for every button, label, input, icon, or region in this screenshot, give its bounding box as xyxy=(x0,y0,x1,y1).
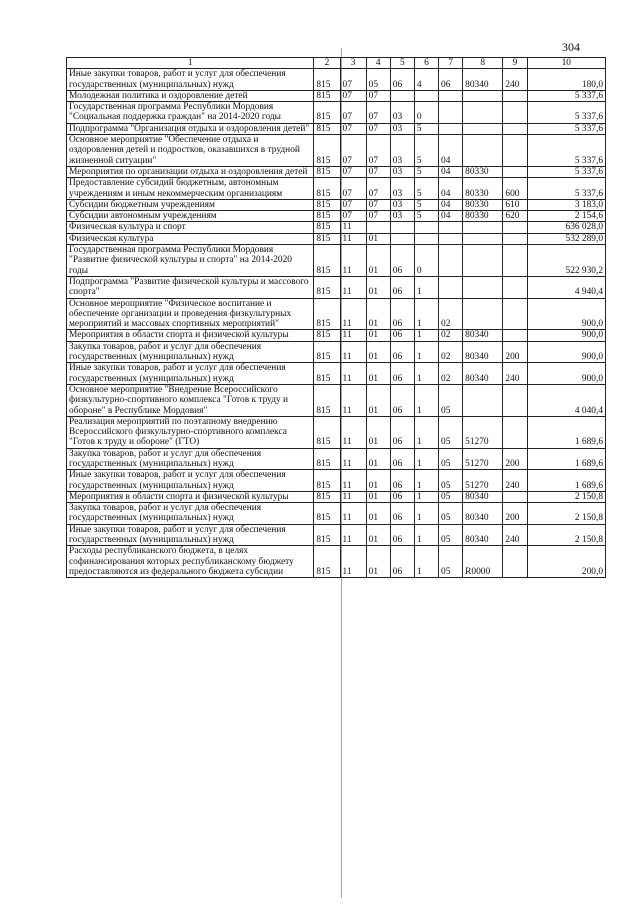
subsection-code: 07 xyxy=(366,211,390,222)
direction-code: 80330 xyxy=(463,211,503,222)
expense-type-code: 200 xyxy=(503,341,527,363)
amount: 5 337,6 xyxy=(527,178,606,200)
row-name: Реализация мероприятий по поэтапному внедрению Всероссийского физкультурно-спортивного комплекса "Готов к труду и обороне" (ГТО) xyxy=(67,416,314,448)
subsection-code: 01 xyxy=(366,416,390,448)
subprogram-code: 5 xyxy=(414,199,438,210)
gov-code: 815 xyxy=(314,178,340,200)
section-code: 11 xyxy=(340,384,366,416)
section-code: 11 xyxy=(340,276,366,298)
expense-type-code xyxy=(503,166,527,177)
activity-code xyxy=(439,102,463,124)
budget-table xyxy=(66,57,606,578)
row-name: Основное мероприятие "Физическое воспитание и обеспечение организации и проведения физкультурных мероприятий и массовых спортивных мероприятий" xyxy=(67,298,314,330)
page-number: 304 xyxy=(562,40,580,54)
row-name: Молодежная политика и оздоровление детей xyxy=(67,90,314,101)
subprogram-code: 1 xyxy=(414,298,438,330)
amount: 522 930,2 xyxy=(527,245,606,277)
section-code: 07 xyxy=(340,69,366,91)
activity-code xyxy=(439,90,463,101)
table-row xyxy=(67,245,606,277)
program-code: 06 xyxy=(390,503,414,525)
activity-code: 05 xyxy=(439,524,463,546)
direction-code xyxy=(463,298,503,330)
section-code: 07 xyxy=(340,135,366,167)
program-code: 06 xyxy=(390,491,414,502)
expense-type-code: 200 xyxy=(503,503,527,525)
activity-code: 04 xyxy=(439,135,463,167)
subprogram-code xyxy=(414,222,438,233)
subprogram-code: 1 xyxy=(414,416,438,448)
table-row xyxy=(67,90,606,101)
amount: 1 689,6 xyxy=(527,448,606,470)
table-row xyxy=(67,166,606,177)
direction-code: 51270 xyxy=(463,448,503,470)
section-code: 11 xyxy=(340,341,366,363)
expense-type-code: 610 xyxy=(503,199,527,210)
subsection-code: 07 xyxy=(366,166,390,177)
expense-type-code xyxy=(503,276,527,298)
subprogram-code: 1 xyxy=(414,546,438,578)
table-row xyxy=(67,384,606,416)
program-code: 06 xyxy=(390,245,414,277)
section-code: 11 xyxy=(340,233,366,244)
program-code: 06 xyxy=(390,384,414,416)
activity-code xyxy=(439,276,463,298)
subprogram-code: 1 xyxy=(414,276,438,298)
direction-code: 80340 xyxy=(463,330,503,341)
gov-code: 815 xyxy=(314,341,340,363)
subsection-code: 01 xyxy=(366,503,390,525)
amount: 5 337,6 xyxy=(527,166,606,177)
subsection-code: 01 xyxy=(366,363,390,385)
subprogram-code: 1 xyxy=(414,448,438,470)
subsection-code: 01 xyxy=(366,491,390,502)
amount: 200,0 xyxy=(527,546,606,578)
gov-code: 815 xyxy=(314,102,340,124)
subprogram-code xyxy=(414,90,438,101)
activity-code: 04 xyxy=(439,178,463,200)
section-code: 11 xyxy=(340,503,366,525)
activity-code: 05 xyxy=(439,470,463,492)
subprogram-code xyxy=(414,233,438,244)
direction-code xyxy=(463,233,503,244)
expense-type-code xyxy=(503,102,527,124)
program-code: 06 xyxy=(390,69,414,91)
row-name: Мероприятия в области спорта и физической культуры xyxy=(67,491,314,502)
direction-code: 80340 xyxy=(463,69,503,91)
amount: 4 040,4 xyxy=(527,384,606,416)
direction-code: 80340 xyxy=(463,491,503,502)
gov-code: 815 xyxy=(314,199,340,210)
program-code: 03 xyxy=(390,166,414,177)
gov-code: 815 xyxy=(314,448,340,470)
row-name: Закупка товаров, работ и услуг для обеспечения государственных (муниципальных) нужд xyxy=(67,503,314,525)
gov-code: 815 xyxy=(314,546,340,578)
activity-code: 06 xyxy=(439,69,463,91)
amount: 2 150,8 xyxy=(527,524,606,546)
direction-code: 51270 xyxy=(463,470,503,492)
table-row xyxy=(67,222,606,233)
program-code: 06 xyxy=(390,524,414,546)
subprogram-code: 1 xyxy=(414,524,438,546)
section-code: 11 xyxy=(340,524,366,546)
subsection-code: 07 xyxy=(366,199,390,210)
expense-type-code xyxy=(503,546,527,578)
direction-code: R0000 xyxy=(463,546,503,578)
subsection-code: 01 xyxy=(366,546,390,578)
table-row xyxy=(67,123,606,134)
section-code: 07 xyxy=(340,166,366,177)
amount: 1 689,6 xyxy=(527,470,606,492)
direction-code xyxy=(463,102,503,124)
table-row xyxy=(67,69,606,91)
direction-code xyxy=(463,245,503,277)
expense-type-code xyxy=(503,222,527,233)
program-code: 06 xyxy=(390,298,414,330)
amount: 2 154,6 xyxy=(527,211,606,222)
direction-code: 80330 xyxy=(463,166,503,177)
section-code: 11 xyxy=(340,298,366,330)
row-name: Расходы республиканского бюджета, в целях софинансирования которых республиканскому бюджету предоставляются из федерального бюджета субсидии xyxy=(67,546,314,578)
row-name: Закупка товаров, работ и услуг для обеспечения государственных (муниципальных) нужд xyxy=(67,341,314,363)
amount: 900,0 xyxy=(527,298,606,330)
amount: 5 337,6 xyxy=(527,102,606,124)
gov-code: 815 xyxy=(314,135,340,167)
section-code: 11 xyxy=(340,491,366,502)
amount: 2 150,8 xyxy=(527,491,606,502)
activity-code: 02 xyxy=(439,363,463,385)
direction-code xyxy=(463,222,503,233)
section-code: 07 xyxy=(340,199,366,210)
section-code: 11 xyxy=(340,416,366,448)
gov-code: 815 xyxy=(314,166,340,177)
table-row xyxy=(67,233,606,244)
expense-type-code: 240 xyxy=(503,363,527,385)
program-code: 06 xyxy=(390,546,414,578)
subprogram-code: 1 xyxy=(414,363,438,385)
gov-code: 815 xyxy=(314,363,340,385)
subsection-code: 07 xyxy=(366,178,390,200)
activity-code xyxy=(439,245,463,277)
direction-code: 80330 xyxy=(463,178,503,200)
activity-code xyxy=(439,222,463,233)
subprogram-code: 0 xyxy=(414,102,438,124)
program-code: 03 xyxy=(390,178,414,200)
activity-code: 05 xyxy=(439,491,463,502)
table-row xyxy=(67,211,606,222)
subprogram-code: 5 xyxy=(414,211,438,222)
col-header: 4 xyxy=(366,58,390,69)
direction-code xyxy=(463,123,503,134)
program-code xyxy=(390,233,414,244)
subprogram-code: 1 xyxy=(414,470,438,492)
subsection-code: 05 xyxy=(366,69,390,91)
gov-code: 815 xyxy=(314,470,340,492)
row-name: Основное мероприятие "Внедрение Всероссийского физкультурно-спортивного комплекса "Готов к труду и обороне" в Республике Мордовия" xyxy=(67,384,314,416)
subprogram-code: 5 xyxy=(414,166,438,177)
row-name: Предоставление субсидий бюджетным, автономным учреждениям и иным некоммерческим организациям xyxy=(67,178,314,200)
col-header: 3 xyxy=(340,58,366,69)
direction-code xyxy=(463,90,503,101)
gov-code: 815 xyxy=(314,330,340,341)
section-code: 07 xyxy=(340,178,366,200)
row-name: Субсидии автономным учреждениям xyxy=(67,211,314,222)
row-name: Государственная программа Республики Мордовия "Социальная поддержка граждан" на 2014-2020 годы xyxy=(67,102,314,124)
table-row xyxy=(67,341,606,363)
row-name: Подпрограмма "Организация отдыха и оздоровления детей" xyxy=(67,123,314,134)
program-code xyxy=(390,90,414,101)
amount: 180,0 xyxy=(527,69,606,91)
gov-code: 815 xyxy=(314,69,340,91)
row-name: Государственная программа Республики Мордовия "Развитие физической культуры и спорта" на 2014-2020 годы xyxy=(67,245,314,277)
subprogram-code: 1 xyxy=(414,384,438,416)
activity-code: 04 xyxy=(439,199,463,210)
program-code: 06 xyxy=(390,416,414,448)
header-row xyxy=(67,58,606,69)
subsection-code: 01 xyxy=(366,330,390,341)
gov-code: 815 xyxy=(314,222,340,233)
direction-code: 80330 xyxy=(463,199,503,210)
section-code: 11 xyxy=(340,448,366,470)
expense-type-code: 240 xyxy=(503,470,527,492)
col-header: 6 xyxy=(414,58,438,69)
gov-code: 815 xyxy=(314,503,340,525)
subsection-code: 07 xyxy=(366,123,390,134)
gov-code: 815 xyxy=(314,211,340,222)
col-header: 5 xyxy=(390,58,414,69)
section-code: 11 xyxy=(340,222,366,233)
program-code: 06 xyxy=(390,470,414,492)
subprogram-code: 4 xyxy=(414,69,438,91)
gov-code: 815 xyxy=(314,123,340,134)
program-code: 03 xyxy=(390,102,414,124)
col-header: 10 xyxy=(527,58,606,69)
gov-code: 815 xyxy=(314,276,340,298)
activity-code xyxy=(439,123,463,134)
row-name: Субсидии бюджетным учреждениям xyxy=(67,199,314,210)
direction-code: 51270 xyxy=(463,416,503,448)
amount: 5 337,6 xyxy=(527,90,606,101)
expense-type-code xyxy=(503,298,527,330)
col-header: 1 xyxy=(67,58,314,69)
subsection-code: 01 xyxy=(366,448,390,470)
row-name: Иные закупки товаров, работ и услуг для обеспечения государственных (муниципальных) нужд xyxy=(67,69,314,91)
gov-code: 815 xyxy=(314,524,340,546)
table-body xyxy=(67,69,606,578)
subsection-code: 01 xyxy=(366,298,390,330)
row-name: Основное мероприятие "Обеспечение отдыха и оздоровления детей и подростков, оказавшихся в трудной жизненной ситуации" xyxy=(67,135,314,167)
table-row xyxy=(67,470,606,492)
subsection-code: 01 xyxy=(366,524,390,546)
direction-code: 80340 xyxy=(463,503,503,525)
activity-code xyxy=(439,233,463,244)
direction-code xyxy=(463,384,503,416)
amount: 900,0 xyxy=(527,363,606,385)
program-code: 06 xyxy=(390,341,414,363)
expense-type-code: 240 xyxy=(503,524,527,546)
program-code: 03 xyxy=(390,199,414,210)
program-code: 06 xyxy=(390,363,414,385)
gov-code: 815 xyxy=(314,491,340,502)
section-code: 07 xyxy=(340,90,366,101)
table-row xyxy=(67,178,606,200)
subsection-code: 01 xyxy=(366,341,390,363)
row-name: Физическая культура xyxy=(67,233,314,244)
row-name: Иные закупки товаров, работ и услуг для обеспечения государственных (муниципальных) нужд xyxy=(67,470,314,492)
table-row xyxy=(67,135,606,167)
amount: 636 028,0 xyxy=(527,222,606,233)
subsection-code: 01 xyxy=(366,384,390,416)
expense-type-code xyxy=(503,384,527,416)
table-row xyxy=(67,503,606,525)
amount: 1 689,6 xyxy=(527,416,606,448)
expense-type-code: 620 xyxy=(503,211,527,222)
subprogram-code: 1 xyxy=(414,330,438,341)
row-name: Физическая культура и спорт xyxy=(67,222,314,233)
col-header: 2 xyxy=(314,58,340,69)
table-row xyxy=(67,524,606,546)
subprogram-code: 0 xyxy=(414,245,438,277)
row-name: Иные закупки товаров, работ и услуг для обеспечения государственных (муниципальных) нужд xyxy=(67,363,314,385)
table-row xyxy=(67,491,606,502)
table-row xyxy=(67,363,606,385)
expense-type-code xyxy=(503,233,527,244)
subsection-code: 07 xyxy=(366,135,390,167)
row-name: Иные закупки товаров, работ и услуг для обеспечения государственных (муниципальных) нужд xyxy=(67,524,314,546)
section-code: 11 xyxy=(340,363,366,385)
gov-code: 815 xyxy=(314,233,340,244)
program-code: 03 xyxy=(390,135,414,167)
subsection-code: 07 xyxy=(366,90,390,101)
expense-type-code xyxy=(503,90,527,101)
subprogram-code: 5 xyxy=(414,135,438,167)
section-code: 07 xyxy=(340,211,366,222)
table-row xyxy=(67,330,606,341)
gov-code: 815 xyxy=(314,90,340,101)
activity-code: 02 xyxy=(439,341,463,363)
program-code: 06 xyxy=(390,448,414,470)
activity-code: 05 xyxy=(439,546,463,578)
activity-code: 02 xyxy=(439,298,463,330)
direction-code xyxy=(463,276,503,298)
subprogram-code: 1 xyxy=(414,503,438,525)
subprogram-code: 1 xyxy=(414,341,438,363)
amount: 2 150,8 xyxy=(527,503,606,525)
subsection-code xyxy=(366,222,390,233)
col-header: 8 xyxy=(463,58,503,69)
subsection-code: 01 xyxy=(366,470,390,492)
activity-code: 04 xyxy=(439,211,463,222)
subsection-code: 07 xyxy=(366,102,390,124)
gov-code: 815 xyxy=(314,298,340,330)
expense-type-code: 200 xyxy=(503,448,527,470)
col-header: 7 xyxy=(439,58,463,69)
activity-code: 05 xyxy=(439,384,463,416)
subsection-code: 01 xyxy=(366,245,390,277)
section-code: 11 xyxy=(340,470,366,492)
row-name: Закупка товаров, работ и услуг для обеспечения государственных (муниципальных) нужд xyxy=(67,448,314,470)
program-code xyxy=(390,222,414,233)
col-header: 9 xyxy=(503,58,527,69)
table-row xyxy=(67,448,606,470)
expense-type-code xyxy=(503,330,527,341)
amount: 532 289,0 xyxy=(527,233,606,244)
section-code: 11 xyxy=(340,245,366,277)
amount: 900,0 xyxy=(527,330,606,341)
direction-code xyxy=(463,135,503,167)
table-row xyxy=(67,102,606,124)
amount: 5 337,6 xyxy=(527,135,606,167)
row-name: Подпрограмма "Развитие физической культуры и массового спорта" xyxy=(67,276,314,298)
section-code: 11 xyxy=(340,546,366,578)
table-row xyxy=(67,276,606,298)
expense-type-code xyxy=(503,416,527,448)
subsection-code: 01 xyxy=(366,233,390,244)
expense-type-code: 600 xyxy=(503,178,527,200)
activity-code: 05 xyxy=(439,448,463,470)
amount: 900,0 xyxy=(527,341,606,363)
gov-code: 815 xyxy=(314,245,340,277)
activity-code: 05 xyxy=(439,503,463,525)
direction-code: 80340 xyxy=(463,524,503,546)
amount: 5 337,6 xyxy=(527,123,606,134)
table-row xyxy=(67,298,606,330)
program-code: 03 xyxy=(390,123,414,134)
table-row xyxy=(67,199,606,210)
amount: 3 183,0 xyxy=(527,199,606,210)
subprogram-code: 5 xyxy=(414,178,438,200)
subsection-code: 01 xyxy=(366,276,390,298)
row-name: Мероприятия в области спорта и физической культуры xyxy=(67,330,314,341)
activity-code: 04 xyxy=(439,166,463,177)
gov-code: 815 xyxy=(314,384,340,416)
table-row xyxy=(67,416,606,448)
section-code: 07 xyxy=(340,102,366,124)
subprogram-code: 5 xyxy=(414,123,438,134)
section-code: 11 xyxy=(340,330,366,341)
amount: 4 940,4 xyxy=(527,276,606,298)
expense-type-code xyxy=(503,123,527,134)
program-code: 03 xyxy=(390,211,414,222)
row-name: Мероприятия по организации отдыха и оздоровления детей xyxy=(67,166,314,177)
section-code: 07 xyxy=(340,123,366,134)
gov-code: 815 xyxy=(314,416,340,448)
table-row xyxy=(67,546,606,578)
activity-code: 05 xyxy=(439,416,463,448)
activity-code: 02 xyxy=(439,330,463,341)
subprogram-code: 1 xyxy=(414,491,438,502)
expense-type-code xyxy=(503,135,527,167)
expense-type-code xyxy=(503,245,527,277)
expense-type-code xyxy=(503,491,527,502)
program-code: 06 xyxy=(390,276,414,298)
program-code: 06 xyxy=(390,330,414,341)
expense-type-code: 240 xyxy=(503,69,527,91)
direction-code: 80340 xyxy=(463,341,503,363)
direction-code: 80340 xyxy=(463,363,503,385)
